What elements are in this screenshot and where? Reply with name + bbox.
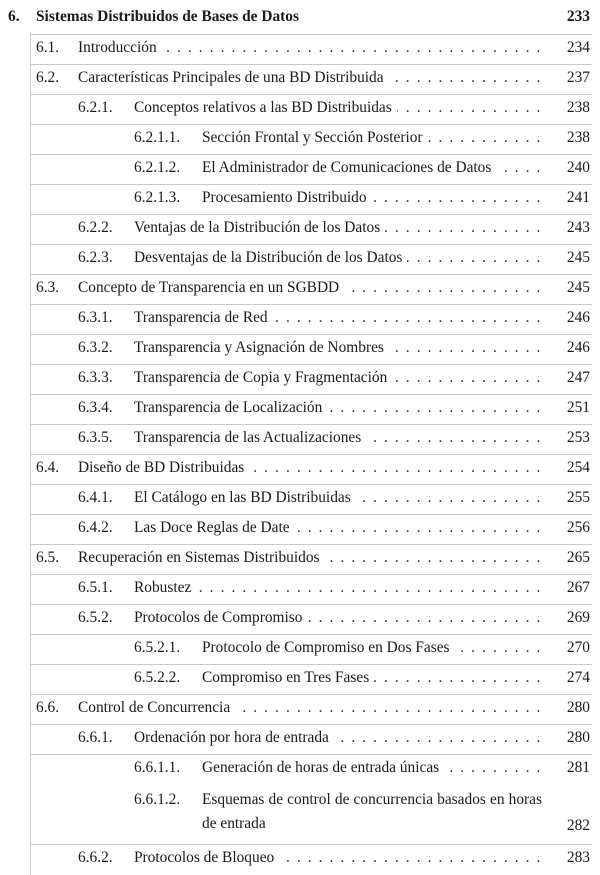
- chapter-title: Sistemas Distribuidos de Bases de Datos: [36, 5, 542, 29]
- entry-page: 251: [566, 399, 590, 416]
- entry-page: 245: [566, 249, 590, 266]
- entry-page: 267: [566, 579, 590, 596]
- row-rule: [30, 154, 592, 155]
- entry-page: 265: [566, 549, 590, 566]
- entry-title: Recuperación en Sistemas Distribuidos . . .: [78, 546, 542, 570]
- row-rule: [30, 634, 592, 635]
- entry-page: 255: [566, 489, 590, 506]
- entry-number: 6.2.1.3.: [134, 189, 181, 206]
- row-rule: [30, 94, 592, 95]
- entry-number: 6.5.2.: [78, 609, 113, 626]
- toc-entry[interactable]: [0, 156, 600, 180]
- entry-title: Transparencia de las Actualizaciones . . .: [134, 426, 542, 450]
- entry-title: Transparencia de Copia y Fragmentación . . .: [134, 366, 542, 390]
- entry-title: Conceptos relativos a las BD Distribuidas . . .: [134, 96, 542, 120]
- row-rule: [30, 214, 592, 215]
- entry-number: 6.5.2.2.: [134, 669, 181, 686]
- entry-page: 281: [566, 759, 590, 776]
- entry-title: Ordenación por hora de entrada . . .: [134, 726, 542, 750]
- entry-number: 6.6.1.1.: [134, 759, 181, 776]
- row-rule: [30, 244, 592, 245]
- toc-chapter-row[interactable]: [0, 5, 600, 29]
- chapter-number: 6.: [8, 8, 20, 25]
- entry-page: 234: [566, 39, 590, 56]
- entry-page: 240: [566, 159, 590, 176]
- entry-page: 246: [566, 339, 590, 356]
- entry-number: 6.3.5.: [78, 429, 113, 446]
- toc-entry[interactable]: [0, 186, 600, 210]
- entry-page: 282: [566, 817, 590, 834]
- chapter-page: 233: [566, 8, 590, 25]
- entry-number: 6.3.1.: [78, 309, 113, 326]
- entry-number: 6.1.: [36, 39, 60, 56]
- toc-entry[interactable]: [0, 306, 600, 330]
- row-rule: [30, 34, 592, 35]
- entry-number: 6.6.1.: [78, 729, 113, 746]
- entry-title: Procesamiento Distribuido . . .: [202, 186, 542, 210]
- entry-number: 6.2.1.1.: [134, 129, 181, 146]
- entry-page: 256: [566, 519, 590, 536]
- entry-number: 6.2.: [36, 69, 60, 86]
- toc-entry[interactable]: [0, 846, 600, 870]
- entry-number: 6.2.3.: [78, 249, 113, 266]
- entry-title: Ventajas de la Distribución de los Datos . . .: [134, 216, 542, 240]
- toc-entry[interactable]: [0, 66, 600, 90]
- entry-title: Concepto de Transparencia en un SGBDD . . .: [78, 276, 542, 300]
- entry-number: 6.6.1.2.: [134, 791, 181, 808]
- row-rule: [30, 844, 592, 845]
- entry-page: 269: [566, 609, 590, 626]
- row-rule: [30, 544, 592, 545]
- toc-entry[interactable]: [0, 366, 600, 390]
- entry-page: 280: [566, 699, 590, 716]
- row-rule: [30, 454, 592, 455]
- entry-page: 237: [566, 69, 590, 86]
- toc-entry[interactable]: [0, 666, 600, 690]
- toc-entry[interactable]: [0, 36, 600, 60]
- toc-entry[interactable]: [0, 788, 600, 838]
- entry-title: Las Doce Reglas de Date . . .: [134, 516, 542, 540]
- entry-number: 6.5.2.1.: [134, 639, 181, 656]
- entry-number: 6.2.2.: [78, 219, 113, 236]
- entry-title: Transparencia de Red . . .: [134, 306, 542, 330]
- entry-title: Esquemas de control de concurrencia basados en horas de entrada: [202, 791, 542, 832]
- entry-title: Sección Frontal y Sección Posterior . . .: [202, 126, 542, 150]
- toc-entry[interactable]: [0, 246, 600, 270]
- entry-page: 283: [566, 849, 590, 866]
- row-rule: [30, 484, 592, 485]
- toc-entry[interactable]: [0, 756, 600, 780]
- toc-entry[interactable]: [0, 726, 600, 750]
- row-rule: [30, 574, 592, 575]
- toc-entry[interactable]: [0, 396, 600, 420]
- entry-number: 6.3.2.: [78, 339, 113, 356]
- entry-page: 280: [566, 729, 590, 746]
- entry-title: Protocolo de Compromiso en Dos Fases . . .: [202, 636, 542, 660]
- entry-title: Transparencia de Localización . . .: [134, 396, 542, 420]
- row-rule: [30, 514, 592, 515]
- row-rule: [30, 364, 592, 365]
- entry-title: Transparencia y Asignación de Nombres . . .: [134, 336, 542, 360]
- entry-number: 6.2.1.2.: [134, 159, 181, 176]
- entry-number: 6.3.4.: [78, 399, 113, 416]
- row-rule: [30, 604, 592, 605]
- entry-number: 6.5.1.: [78, 579, 113, 596]
- entry-title: El Administrador de Comunicaciones de Datos . . .: [202, 156, 542, 180]
- entry-page: 238: [566, 99, 590, 116]
- row-rule: [30, 64, 592, 65]
- entry-page: 246: [566, 309, 590, 326]
- entry-title: Características Principales de una BD Distribuida . . .: [78, 66, 542, 90]
- row-rule: [30, 304, 592, 305]
- entry-number: 6.5.: [36, 549, 60, 566]
- row-rule: [30, 124, 592, 125]
- row-rule: [30, 754, 592, 755]
- toc-entry[interactable]: [0, 486, 600, 510]
- entry-page: 243: [566, 219, 590, 236]
- toc-entry[interactable]: [0, 576, 600, 600]
- entry-number: 6.2.1.: [78, 99, 113, 116]
- toc-entry[interactable]: [0, 276, 600, 300]
- toc-entry[interactable]: [0, 546, 600, 570]
- entry-page: 270: [566, 639, 590, 656]
- entry-title: Protocolos de Bloqueo . . .: [134, 846, 542, 870]
- entry-page: 247: [566, 369, 590, 386]
- toc-entry[interactable]: [0, 636, 600, 660]
- entry-page: 274: [566, 669, 590, 686]
- toc-entry[interactable]: [0, 216, 600, 240]
- entry-title: Desventajas de la Distribución de los Datos . . .: [134, 246, 542, 270]
- toc-entry[interactable]: [0, 606, 600, 630]
- row-rule: [30, 184, 592, 185]
- entry-title: El Catálogo en las BD Distribuidas . . .: [134, 486, 542, 510]
- row-rule: [30, 664, 592, 665]
- toc-entry[interactable]: [0, 96, 600, 120]
- row-rule: [30, 334, 592, 335]
- entry-title: Compromiso en Tres Fases . . .: [202, 666, 542, 690]
- row-rule: [30, 694, 592, 695]
- entry-page: 238: [566, 129, 590, 146]
- entry-title: Protocolos de Compromiso . . .: [134, 606, 542, 630]
- entry-title: Generación de horas de entrada únicas . . .: [202, 756, 542, 780]
- entry-page: 241: [566, 189, 590, 206]
- row-rule: [30, 274, 592, 275]
- toc-entry[interactable]: [0, 516, 600, 540]
- entry-title: Introducción . . .: [78, 36, 542, 60]
- toc-entry[interactable]: [0, 336, 600, 360]
- entry-number: 6.6.: [36, 699, 60, 716]
- entry-number: 6.4.1.: [78, 489, 113, 506]
- toc-entry[interactable]: [0, 426, 600, 450]
- entry-page: 245: [566, 279, 590, 296]
- entry-title: Control de Concurrencia . . .: [78, 696, 542, 720]
- entry-title: Diseño de BD Distribuidas . . .: [78, 456, 542, 480]
- row-rule: [30, 424, 592, 425]
- toc-entry[interactable]: [0, 456, 600, 480]
- entry-page: 253: [566, 429, 590, 446]
- entry-number: 6.3.3.: [78, 369, 113, 386]
- entry-number: 6.4.2.: [78, 519, 113, 536]
- entry-title: Robustez . . .: [134, 576, 542, 600]
- entry-page: 254: [566, 459, 590, 476]
- entry-number: 6.3.: [36, 279, 60, 296]
- toc-entry[interactable]: [0, 696, 600, 720]
- toc-entry[interactable]: [0, 126, 600, 150]
- row-rule: [30, 724, 592, 725]
- entry-number: 6.6.2.: [78, 849, 113, 866]
- entry-number: 6.4.: [36, 459, 60, 476]
- row-rule: [30, 394, 592, 395]
